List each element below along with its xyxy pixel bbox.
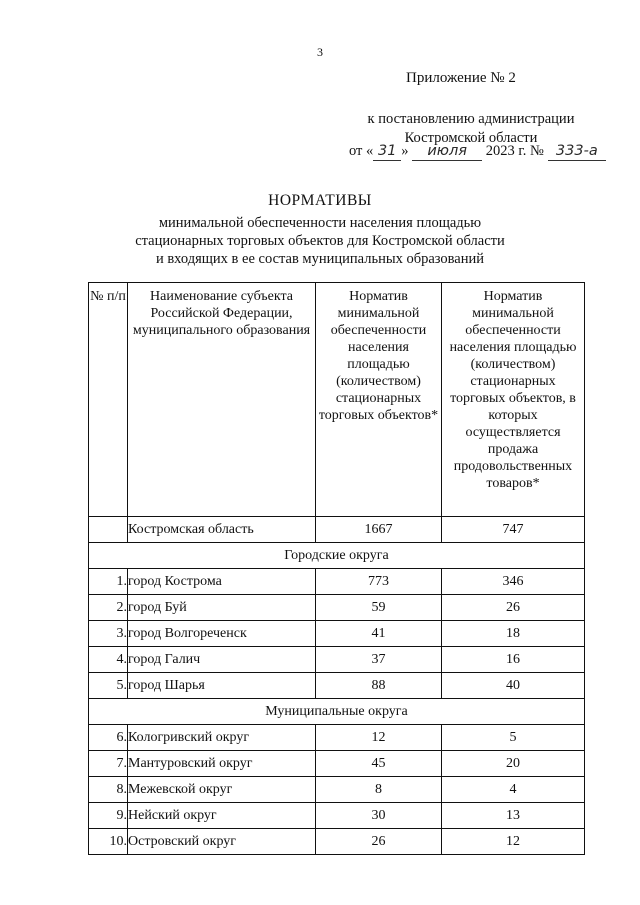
date-prefix: от « <box>349 143 374 159</box>
row-name: город Шарья <box>128 673 316 699</box>
header-norm-total: Норматив минимальной обеспеченности населения площадью (количеством) стационарных торговых объектов* <box>316 283 442 517</box>
row-num: 7. <box>89 751 128 777</box>
section-row-municipal <box>89 699 585 725</box>
header-num: № п/п <box>89 283 128 517</box>
table-row <box>89 725 585 751</box>
decree-date-number <box>349 143 606 161</box>
row-name: Кологривский округ <box>128 725 316 751</box>
table-row <box>89 829 585 855</box>
subtitle-line-1: минимальной обеспеченности населения площадью <box>158 215 482 231</box>
row-total: 37 <box>316 647 442 673</box>
table-row <box>89 803 585 829</box>
norms-table <box>88 282 585 855</box>
header-name: Наименование субъекта Российской Федерации, муниципального образования <box>128 283 316 517</box>
decree-line-1: к постановлению администрации <box>367 111 575 127</box>
row-num: 5. <box>89 673 128 699</box>
document-title: НОРМАТИВЫ <box>268 192 372 209</box>
section-title: Городские округа <box>89 543 585 569</box>
row-total: 41 <box>316 621 442 647</box>
row-food: 18 <box>442 621 585 647</box>
row-name: город Буй <box>128 595 316 621</box>
row-food: 13 <box>442 803 585 829</box>
row-total: 45 <box>316 751 442 777</box>
handwritten-month: июля <box>412 143 482 161</box>
row-num: 1. <box>89 569 128 595</box>
row-food: 346 <box>442 569 585 595</box>
row-name: Островский округ <box>128 829 316 855</box>
row-food: 40 <box>442 673 585 699</box>
region-name: Костромская область <box>128 517 316 543</box>
row-num: 6. <box>89 725 128 751</box>
region-total: 1667 <box>316 517 442 543</box>
table-row <box>89 777 585 803</box>
date-close-quote: » <box>401 143 409 159</box>
decree-line-2: Костромской области <box>404 130 538 146</box>
year-text: 2023 г. № <box>485 143 544 159</box>
section-row-urban <box>89 543 585 569</box>
section-title: Муниципальные округа <box>89 699 585 725</box>
row-num: 2. <box>89 595 128 621</box>
row-total: 30 <box>316 803 442 829</box>
row-num: 9. <box>89 803 128 829</box>
appendix-title: Приложение № 2 <box>406 70 516 86</box>
region-num <box>89 517 128 543</box>
header-norm-food: Норматив минимальной обеспеченности населения площадью (количеством) стационарных торговых объектов, в которых осуществляется продажа продовольственных товаров* <box>442 283 585 517</box>
row-num: 3. <box>89 621 128 647</box>
row-name: город Кострома <box>128 569 316 595</box>
row-food: 26 <box>442 595 585 621</box>
table-header-row <box>89 283 585 517</box>
row-name: Мантуровский округ <box>128 751 316 777</box>
row-name: город Волгореченск <box>128 621 316 647</box>
handwritten-decree-number: 333-а <box>548 143 606 161</box>
row-total: 59 <box>316 595 442 621</box>
row-food: 4 <box>442 777 585 803</box>
row-num: 10. <box>89 829 128 855</box>
table-row <box>89 595 585 621</box>
table-row <box>89 673 585 699</box>
row-total: 12 <box>316 725 442 751</box>
handwritten-day: 31 <box>373 143 401 161</box>
region-food: 747 <box>442 517 585 543</box>
row-name: Межевской округ <box>128 777 316 803</box>
subtitle-line-2: стационарных торговых объектов для Костромской области <box>135 233 505 249</box>
table-row <box>89 647 585 673</box>
row-total: 773 <box>316 569 442 595</box>
row-food: 20 <box>442 751 585 777</box>
page-number: 3 <box>317 45 323 59</box>
document-subtitle <box>120 214 520 268</box>
table-row <box>89 569 585 595</box>
row-food: 5 <box>442 725 585 751</box>
row-food: 12 <box>442 829 585 855</box>
region-row <box>89 517 585 543</box>
table-row <box>89 751 585 777</box>
row-num: 8. <box>89 777 128 803</box>
row-food: 16 <box>442 647 585 673</box>
row-total: 26 <box>316 829 442 855</box>
table-row <box>89 621 585 647</box>
row-name: город Галич <box>128 647 316 673</box>
row-num: 4. <box>89 647 128 673</box>
row-total: 88 <box>316 673 442 699</box>
subtitle-line-3: и входящих в ее состав муниципальных образований <box>155 251 485 267</box>
row-total: 8 <box>316 777 442 803</box>
row-name: Нейский округ <box>128 803 316 829</box>
